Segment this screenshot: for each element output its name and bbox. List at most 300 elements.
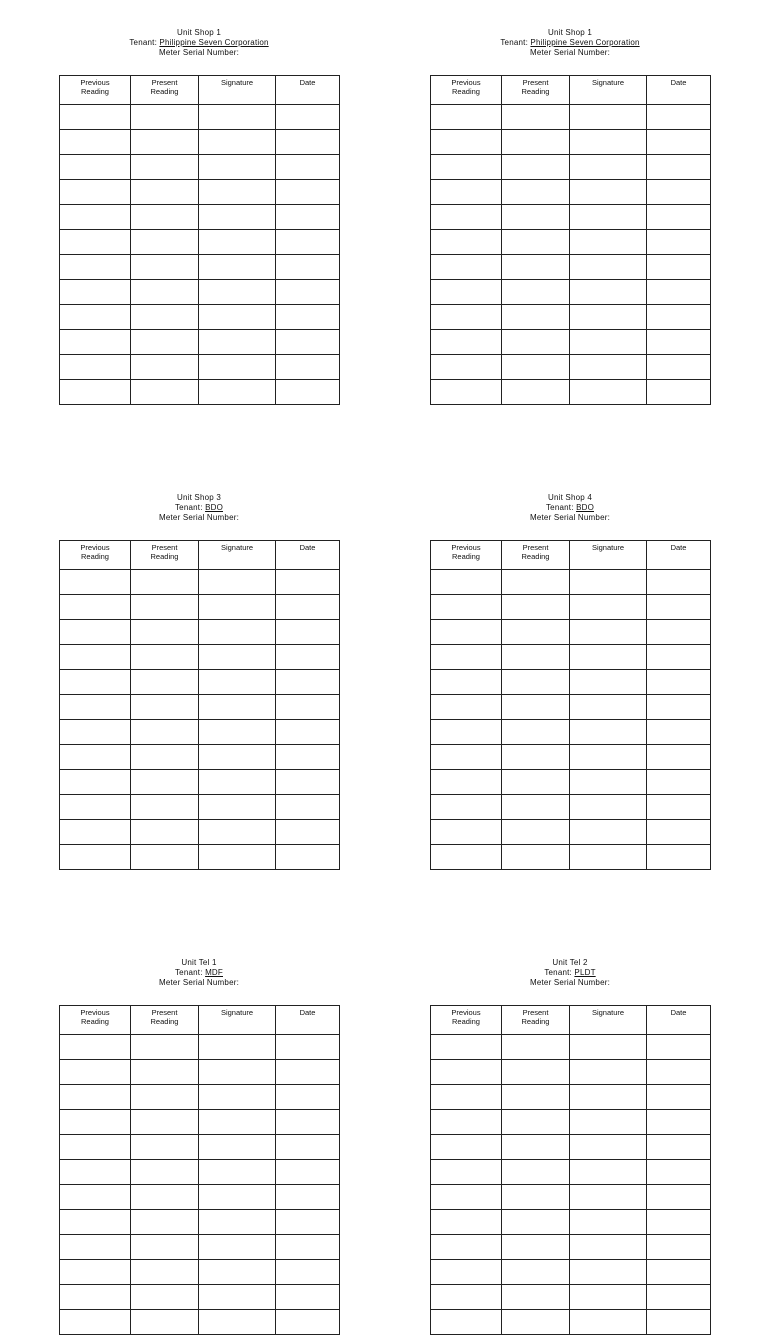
entry-cell[interactable] — [431, 795, 502, 820]
entry-cell[interactable] — [199, 1035, 276, 1060]
entry-cell[interactable] — [502, 330, 570, 355]
entry-cell[interactable] — [570, 795, 647, 820]
entry-cell[interactable] — [131, 720, 199, 745]
entry-cell[interactable] — [647, 355, 711, 380]
entry-cell[interactable] — [502, 1310, 570, 1335]
entry-cell[interactable] — [431, 1035, 502, 1060]
entry-cell[interactable] — [60, 795, 131, 820]
entry-cell[interactable] — [502, 845, 570, 870]
entry-cell[interactable] — [199, 1135, 276, 1160]
entry-cell[interactable] — [276, 1085, 340, 1110]
entry-cell[interactable] — [199, 230, 276, 255]
entry-cell[interactable] — [647, 255, 711, 280]
entry-cell[interactable] — [276, 1210, 340, 1235]
entry-cell[interactable] — [199, 1185, 276, 1210]
entry-cell[interactable] — [60, 1285, 131, 1310]
entry-cell[interactable] — [276, 820, 340, 845]
column-header-line: Date — [670, 78, 687, 87]
entry-cell[interactable] — [276, 180, 340, 205]
entry-cell[interactable] — [60, 570, 131, 595]
entry-cell[interactable] — [199, 795, 276, 820]
entry-cell[interactable] — [570, 645, 647, 670]
entry-cell[interactable] — [502, 1060, 570, 1085]
entry-cell[interactable] — [647, 770, 711, 795]
entry-cell[interactable] — [570, 1035, 647, 1060]
entry-cell[interactable] — [647, 795, 711, 820]
entry-cell[interactable] — [647, 180, 711, 205]
entry-cell[interactable] — [647, 1110, 711, 1135]
entry-cell[interactable] — [199, 155, 276, 180]
entry-cell[interactable] — [131, 205, 199, 230]
entry-cell[interactable] — [276, 105, 340, 130]
entry-cell[interactable] — [647, 1160, 711, 1185]
entry-cell[interactable] — [276, 745, 340, 770]
entry-cell[interactable] — [199, 1310, 276, 1335]
entry-cell[interactable] — [60, 1235, 131, 1260]
entry-cell[interactable] — [131, 280, 199, 305]
entry-cell[interactable] — [502, 205, 570, 230]
entry-cell[interactable] — [570, 595, 647, 620]
entry-cell[interactable] — [199, 720, 276, 745]
entry-cell[interactable] — [60, 155, 131, 180]
entry-cell[interactable] — [570, 355, 647, 380]
entry-cell[interactable] — [60, 620, 131, 645]
entry-cell[interactable] — [502, 595, 570, 620]
column-header-line: Previous — [80, 543, 110, 552]
entry-cell[interactable] — [199, 1260, 276, 1285]
entry-cell[interactable] — [199, 130, 276, 155]
entry-cell[interactable] — [431, 105, 502, 130]
entry-cell[interactable] — [647, 620, 711, 645]
entry-cell[interactable] — [647, 595, 711, 620]
entry-cell[interactable] — [276, 1235, 340, 1260]
table-row — [60, 1060, 340, 1085]
entry-cell[interactable] — [60, 255, 131, 280]
entry-cell[interactable] — [131, 1085, 199, 1110]
entry-cell[interactable] — [199, 330, 276, 355]
entry-cell[interactable] — [431, 130, 502, 155]
entry-cell[interactable] — [60, 645, 131, 670]
entry-cell[interactable] — [502, 180, 570, 205]
entry-cell[interactable] — [199, 820, 276, 845]
entry-cell[interactable] — [502, 645, 570, 670]
entry-cell[interactable] — [131, 130, 199, 155]
entry-cell[interactable] — [276, 155, 340, 180]
entry-cell[interactable] — [131, 845, 199, 870]
entry-cell[interactable] — [647, 205, 711, 230]
entry-cell[interactable] — [570, 1235, 647, 1260]
entry-cell[interactable] — [570, 770, 647, 795]
entry-cell[interactable] — [502, 570, 570, 595]
entry-cell[interactable] — [131, 1135, 199, 1160]
entry-cell[interactable] — [276, 1310, 340, 1335]
entry-cell[interactable] — [647, 330, 711, 355]
entry-cell[interactable] — [502, 770, 570, 795]
entry-cell[interactable] — [502, 1260, 570, 1285]
entry-cell[interactable] — [199, 1085, 276, 1110]
entry-cell[interactable] — [131, 1060, 199, 1085]
entry-cell[interactable] — [647, 570, 711, 595]
entry-cell[interactable] — [570, 570, 647, 595]
entry-cell[interactable] — [431, 1260, 502, 1285]
entry-cell[interactable] — [647, 130, 711, 155]
entry-cell[interactable] — [276, 720, 340, 745]
entry-cell[interactable] — [502, 720, 570, 745]
entry-cell[interactable] — [60, 180, 131, 205]
entry-cell[interactable] — [199, 1285, 276, 1310]
entry-cell[interactable] — [570, 745, 647, 770]
entry-cell[interactable] — [647, 745, 711, 770]
entry-cell[interactable] — [131, 820, 199, 845]
entry-cell[interactable] — [570, 720, 647, 745]
entry-cell[interactable] — [199, 595, 276, 620]
entry-cell[interactable] — [431, 380, 502, 405]
entry-cell[interactable] — [60, 1135, 131, 1160]
entry-cell[interactable] — [131, 770, 199, 795]
column-header-line: Date — [299, 78, 316, 87]
entry-cell[interactable] — [570, 1060, 647, 1085]
entry-cell[interactable] — [276, 695, 340, 720]
entry-cell[interactable] — [131, 1210, 199, 1235]
entry-cell[interactable] — [276, 230, 340, 255]
entry-cell[interactable] — [502, 620, 570, 645]
entry-cell[interactable] — [502, 1085, 570, 1110]
entry-cell[interactable] — [276, 1185, 340, 1210]
entry-cell[interactable] — [647, 1085, 711, 1110]
table-row — [431, 1060, 711, 1085]
entry-cell[interactable] — [431, 1210, 502, 1235]
entry-cell[interactable] — [431, 1135, 502, 1160]
entry-cell[interactable] — [131, 1110, 199, 1135]
entry-cell[interactable] — [647, 1285, 711, 1310]
entry-cell[interactable] — [276, 1285, 340, 1310]
entry-cell[interactable] — [431, 845, 502, 870]
entry-cell[interactable] — [431, 595, 502, 620]
entry-cell[interactable] — [647, 820, 711, 845]
entry-cell[interactable] — [199, 180, 276, 205]
entry-cell[interactable] — [131, 1035, 199, 1060]
entry-cell[interactable] — [431, 1160, 502, 1185]
entry-cell[interactable] — [60, 230, 131, 255]
meter-serial-label: Meter Serial Number: — [529, 48, 611, 57]
entry-cell[interactable] — [199, 620, 276, 645]
entry-cell[interactable] — [647, 695, 711, 720]
entry-cell[interactable] — [131, 795, 199, 820]
entry-cell[interactable] — [502, 230, 570, 255]
entry-cell[interactable] — [502, 355, 570, 380]
entry-cell[interactable] — [276, 330, 340, 355]
entry-cell[interactable] — [199, 1060, 276, 1085]
entry-cell[interactable] — [502, 1160, 570, 1185]
entry-cell[interactable] — [60, 280, 131, 305]
table-row — [60, 620, 340, 645]
entry-cell[interactable] — [502, 1210, 570, 1235]
entry-cell[interactable] — [199, 1210, 276, 1235]
entry-cell[interactable] — [431, 330, 502, 355]
entry-cell[interactable] — [431, 1185, 502, 1210]
entry-cell[interactable] — [431, 670, 502, 695]
entry-cell[interactable] — [199, 770, 276, 795]
entry-cell[interactable] — [647, 305, 711, 330]
entry-cell[interactable] — [431, 1110, 502, 1135]
entry-cell[interactable] — [276, 1060, 340, 1085]
entry-cell[interactable] — [60, 1260, 131, 1285]
entry-cell[interactable] — [647, 1235, 711, 1260]
entry-cell[interactable] — [570, 205, 647, 230]
entry-cell[interactable] — [570, 380, 647, 405]
entry-cell[interactable] — [647, 1135, 711, 1160]
table-row — [431, 570, 711, 595]
entry-cell[interactable] — [131, 745, 199, 770]
entry-cell[interactable] — [502, 745, 570, 770]
entry-cell[interactable] — [60, 1085, 131, 1110]
entry-cell[interactable] — [131, 380, 199, 405]
entry-cell[interactable] — [131, 330, 199, 355]
entry-cell[interactable] — [199, 570, 276, 595]
entry-cell[interactable] — [131, 105, 199, 130]
entry-cell[interactable] — [431, 1285, 502, 1310]
entry-cell[interactable] — [60, 1035, 131, 1060]
entry-cell[interactable] — [60, 670, 131, 695]
entry-cell[interactable] — [647, 105, 711, 130]
entry-cell[interactable] — [570, 330, 647, 355]
entry-cell[interactable] — [570, 130, 647, 155]
entry-cell[interactable] — [431, 205, 502, 230]
entry-cell[interactable] — [502, 695, 570, 720]
entry-cell[interactable] — [276, 1260, 340, 1285]
entry-cell[interactable] — [60, 1185, 131, 1210]
entry-cell[interactable] — [276, 1135, 340, 1160]
entry-cell[interactable] — [431, 230, 502, 255]
entry-cell[interactable] — [647, 1185, 711, 1210]
entry-cell[interactable] — [570, 1185, 647, 1210]
entry-cell[interactable] — [431, 620, 502, 645]
entry-cell[interactable] — [502, 1135, 570, 1160]
entry-cell[interactable] — [60, 105, 131, 130]
entry-cell[interactable] — [199, 1160, 276, 1185]
entry-cell[interactable] — [431, 720, 502, 745]
entry-cell[interactable] — [647, 645, 711, 670]
entry-cell[interactable] — [647, 230, 711, 255]
entry-cell[interactable] — [276, 620, 340, 645]
entry-cell[interactable] — [431, 155, 502, 180]
entry-cell[interactable] — [199, 355, 276, 380]
entry-cell[interactable] — [502, 1035, 570, 1060]
entry-cell[interactable] — [60, 355, 131, 380]
entry-cell[interactable] — [60, 1310, 131, 1335]
entry-cell[interactable] — [570, 1110, 647, 1135]
entry-cell[interactable] — [431, 1085, 502, 1110]
entry-cell[interactable] — [431, 820, 502, 845]
entry-cell[interactable] — [431, 1310, 502, 1335]
entry-cell[interactable] — [276, 1160, 340, 1185]
entry-cell[interactable] — [502, 670, 570, 695]
entry-cell[interactable] — [647, 155, 711, 180]
entry-cell[interactable] — [276, 205, 340, 230]
table-row — [431, 1185, 711, 1210]
entry-cell[interactable] — [570, 1085, 647, 1110]
entry-cell[interactable] — [131, 1160, 199, 1185]
entry-cell[interactable] — [131, 1185, 199, 1210]
entry-cell[interactable] — [502, 1185, 570, 1210]
entry-cell[interactable] — [131, 180, 199, 205]
entry-cell[interactable] — [199, 1235, 276, 1260]
entry-cell[interactable] — [131, 305, 199, 330]
entry-cell[interactable] — [60, 695, 131, 720]
entry-cell[interactable] — [276, 1035, 340, 1060]
entry-cell[interactable] — [431, 280, 502, 305]
entry-cell[interactable] — [502, 155, 570, 180]
entry-cell[interactable] — [276, 670, 340, 695]
entry-cell[interactable] — [570, 1260, 647, 1285]
entry-cell[interactable] — [570, 105, 647, 130]
entry-cell[interactable] — [276, 845, 340, 870]
entry-cell[interactable] — [199, 280, 276, 305]
entry-cell[interactable] — [60, 720, 131, 745]
entry-cell[interactable] — [60, 1160, 131, 1185]
entry-cell[interactable] — [131, 230, 199, 255]
entry-cell[interactable] — [276, 380, 340, 405]
entry-cell[interactable] — [570, 670, 647, 695]
entry-cell[interactable] — [276, 770, 340, 795]
entry-cell[interactable] — [570, 1210, 647, 1235]
entry-cell[interactable] — [570, 820, 647, 845]
entry-cell[interactable] — [431, 305, 502, 330]
entry-cell[interactable] — [570, 1160, 647, 1185]
entry-cell[interactable] — [131, 1235, 199, 1260]
entry-cell[interactable] — [647, 1035, 711, 1060]
entry-cell[interactable] — [570, 1285, 647, 1310]
entry-cell[interactable] — [199, 380, 276, 405]
entry-cell[interactable] — [199, 1110, 276, 1135]
entry-cell[interactable] — [647, 380, 711, 405]
entry-cell[interactable] — [60, 770, 131, 795]
entry-cell[interactable] — [60, 595, 131, 620]
entry-cell[interactable] — [131, 1260, 199, 1285]
entry-cell[interactable] — [199, 845, 276, 870]
entry-cell[interactable] — [60, 820, 131, 845]
entry-cell[interactable] — [431, 1235, 502, 1260]
entry-cell[interactable] — [60, 130, 131, 155]
entry-cell[interactable] — [502, 105, 570, 130]
entry-cell[interactable] — [60, 305, 131, 330]
entry-cell[interactable] — [60, 1210, 131, 1235]
entry-cell[interactable] — [60, 1060, 131, 1085]
entry-cell[interactable] — [431, 1060, 502, 1085]
form-header — [430, 958, 710, 988]
entry-cell[interactable] — [199, 695, 276, 720]
entry-cell[interactable] — [647, 845, 711, 870]
entry-cell[interactable] — [570, 845, 647, 870]
entry-cell[interactable] — [431, 695, 502, 720]
entry-cell[interactable] — [131, 595, 199, 620]
entry-cell[interactable] — [647, 670, 711, 695]
entry-cell[interactable] — [647, 1260, 711, 1285]
entry-cell[interactable] — [647, 1210, 711, 1235]
entry-cell[interactable] — [276, 1110, 340, 1135]
entry-cell[interactable] — [431, 180, 502, 205]
entry-cell[interactable] — [502, 280, 570, 305]
entry-cell[interactable] — [431, 255, 502, 280]
entry-cell[interactable] — [276, 795, 340, 820]
entry-cell[interactable] — [570, 280, 647, 305]
entry-cell[interactable] — [647, 280, 711, 305]
entry-cell[interactable] — [276, 305, 340, 330]
entry-cell[interactable] — [502, 1235, 570, 1260]
entry-cell[interactable] — [431, 570, 502, 595]
entry-cell[interactable] — [570, 230, 647, 255]
entry-cell[interactable] — [502, 1285, 570, 1310]
entry-cell[interactable] — [276, 255, 340, 280]
entry-cell[interactable] — [131, 670, 199, 695]
entry-cell[interactable] — [276, 645, 340, 670]
entry-cell[interactable] — [502, 820, 570, 845]
entry-cell[interactable] — [131, 695, 199, 720]
entry-cell[interactable] — [60, 380, 131, 405]
entry-cell[interactable] — [502, 255, 570, 280]
entry-cell[interactable] — [502, 795, 570, 820]
entry-cell[interactable] — [431, 745, 502, 770]
entry-cell[interactable] — [131, 255, 199, 280]
entry-cell[interactable] — [131, 1285, 199, 1310]
entry-cell[interactable] — [570, 255, 647, 280]
entry-cell[interactable] — [276, 355, 340, 380]
entry-cell[interactable] — [199, 255, 276, 280]
entry-cell[interactable] — [647, 1060, 711, 1085]
table-header-row — [60, 76, 340, 105]
entry-cell[interactable] — [60, 845, 131, 870]
entry-cell[interactable] — [647, 1310, 711, 1335]
date-header — [276, 1006, 340, 1035]
entry-cell[interactable] — [570, 1135, 647, 1160]
entry-cell[interactable] — [131, 620, 199, 645]
entry-cell[interactable] — [276, 280, 340, 305]
entry-cell[interactable] — [570, 155, 647, 180]
entry-cell[interactable] — [502, 130, 570, 155]
entry-cell[interactable] — [60, 330, 131, 355]
entry-cell[interactable] — [570, 1310, 647, 1335]
entry-cell[interactable] — [199, 645, 276, 670]
entry-cell[interactable] — [199, 105, 276, 130]
entry-cell[interactable] — [276, 130, 340, 155]
entry-cell[interactable] — [431, 770, 502, 795]
entry-cell[interactable] — [131, 355, 199, 380]
entry-cell[interactable] — [502, 1110, 570, 1135]
entry-cell[interactable] — [570, 305, 647, 330]
entry-cell[interactable] — [60, 745, 131, 770]
entry-cell[interactable] — [431, 355, 502, 380]
entry-cell[interactable] — [60, 205, 131, 230]
entry-cell[interactable] — [199, 305, 276, 330]
entry-cell[interactable] — [60, 1110, 131, 1135]
entry-cell[interactable] — [570, 180, 647, 205]
entry-cell[interactable] — [502, 305, 570, 330]
entry-cell[interactable] — [647, 720, 711, 745]
entry-cell[interactable] — [199, 205, 276, 230]
entry-cell[interactable] — [570, 620, 647, 645]
entry-cell[interactable] — [570, 695, 647, 720]
entry-cell[interactable] — [131, 1310, 199, 1335]
entry-cell[interactable] — [276, 570, 340, 595]
entry-cell[interactable] — [276, 595, 340, 620]
entry-cell[interactable] — [431, 645, 502, 670]
entry-cell[interactable] — [502, 380, 570, 405]
entry-cell[interactable] — [131, 155, 199, 180]
entry-cell[interactable] — [199, 670, 276, 695]
entry-cell[interactable] — [199, 745, 276, 770]
entry-cell[interactable] — [131, 570, 199, 595]
entry-cell[interactable] — [131, 645, 199, 670]
